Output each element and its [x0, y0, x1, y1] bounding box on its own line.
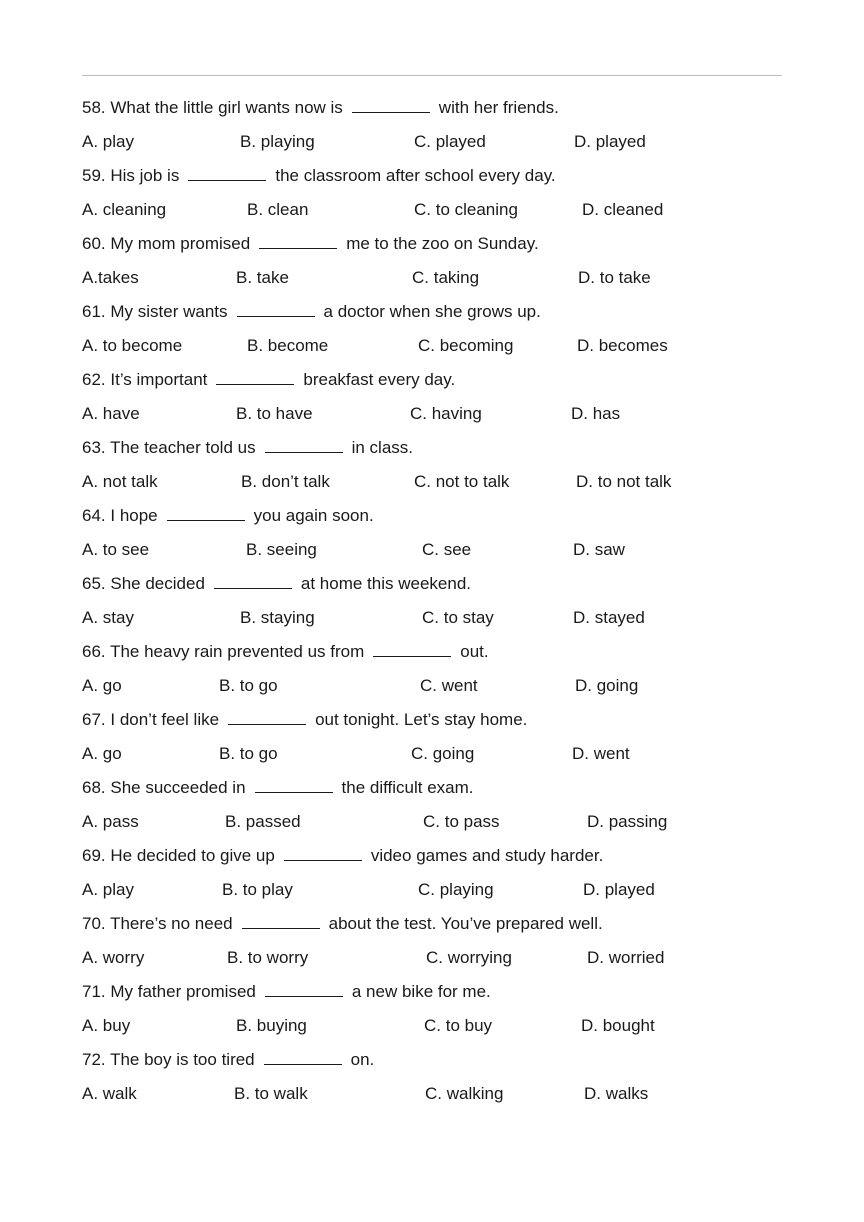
- answer-option-d[interactable]: D. worried: [587, 948, 665, 967]
- question-text-after-blank: out.: [460, 642, 489, 661]
- question-text-before-blank: She decided: [110, 574, 205, 593]
- answer-option-a[interactable]: A. stay: [82, 608, 134, 627]
- answer-option-b[interactable]: B. seeing: [246, 540, 317, 559]
- answer-option-c[interactable]: C. playing: [418, 880, 494, 899]
- question-number: 72.: [82, 1050, 106, 1069]
- answer-option-c[interactable]: C. to pass: [423, 812, 500, 831]
- answer-option-d[interactable]: D. saw: [573, 540, 625, 559]
- question-text-before-blank: The teacher told us: [110, 438, 256, 457]
- answer-option-c[interactable]: C. to stay: [422, 608, 494, 627]
- answer-option-c[interactable]: C. not to talk: [414, 472, 510, 491]
- answer-option-d[interactable]: D. becomes: [577, 336, 668, 355]
- question-text-after-blank: at home this weekend.: [300, 574, 472, 593]
- answer-option-a[interactable]: A. not talk: [82, 472, 158, 491]
- question-number: 59.: [82, 166, 106, 185]
- question-text-after-blank: a doctor when she grows up.: [323, 302, 541, 321]
- answer-blank[interactable]: [265, 980, 343, 997]
- question-text-before-blank: His job is: [110, 166, 180, 185]
- answer-option-b[interactable]: B. take: [236, 268, 289, 287]
- question-text-after-blank: a new bike for me.: [351, 982, 491, 1001]
- answer-blank[interactable]: [214, 572, 292, 589]
- answer-option-c[interactable]: C. to cleaning: [414, 200, 518, 219]
- answer-options-row: [82, 606, 782, 640]
- answer-option-a[interactable]: A. to see: [82, 540, 150, 559]
- question-text-after-blank: the difficult exam.: [341, 778, 474, 797]
- answer-option-d[interactable]: D. stayed: [573, 608, 645, 627]
- answer-option-d[interactable]: D. to take: [578, 268, 651, 287]
- question-number: 60.: [82, 234, 106, 253]
- question-text-after-blank: me to the zoo on Sunday.: [346, 234, 539, 253]
- question-text-before-blank: He decided to give up: [110, 846, 275, 865]
- question-stem: [82, 980, 782, 1014]
- answer-options-row: [82, 810, 782, 844]
- question-stem: [82, 1048, 782, 1082]
- answer-option-d[interactable]: D. passing: [587, 812, 668, 831]
- question-number: 61.: [82, 302, 106, 321]
- question-stem: [82, 776, 782, 810]
- question-text-before-blank: I hope: [110, 506, 158, 525]
- answer-options-row: [82, 266, 782, 300]
- answer-option-b[interactable]: B. buying: [236, 1016, 307, 1035]
- answer-option-a[interactable]: A. pass: [82, 812, 139, 831]
- answer-option-a[interactable]: A. worry: [82, 948, 145, 967]
- question-stem: [82, 164, 782, 198]
- question-number: 67.: [82, 710, 106, 729]
- question-text-before-blank: My mom promised: [110, 234, 251, 253]
- answer-blank[interactable]: [264, 1048, 342, 1065]
- question-number: 68.: [82, 778, 106, 797]
- question-text-before-blank: It’s important: [110, 370, 208, 389]
- question-text-after-blank: out tonight. Let’s stay home.: [315, 710, 528, 729]
- question-text-after-blank: with her friends.: [438, 98, 559, 117]
- answer-option-c[interactable]: C. going: [411, 744, 475, 763]
- answer-blank[interactable]: [188, 164, 266, 181]
- question-text-before-blank: What the little girl wants now is: [110, 98, 343, 117]
- answer-blank[interactable]: [373, 640, 451, 657]
- answer-option-c[interactable]: C. having: [410, 404, 482, 423]
- answer-option-b[interactable]: B. clean: [247, 200, 309, 219]
- answer-options-row: [82, 334, 782, 368]
- answer-option-c[interactable]: C. becoming: [418, 336, 514, 355]
- question-stem: [82, 844, 782, 878]
- answer-option-b[interactable]: B. to walk: [234, 1084, 308, 1103]
- answer-option-c[interactable]: C. see: [422, 540, 472, 559]
- answer-options-row: [82, 402, 782, 436]
- question-stem: [82, 96, 782, 130]
- answer-option-c[interactable]: C. played: [414, 132, 486, 151]
- question-text-before-blank: She succeeded in: [110, 778, 246, 797]
- answer-option-a[interactable]: A. have: [82, 404, 140, 423]
- question-stem: [82, 708, 782, 742]
- answer-option-b[interactable]: B. to have: [236, 404, 313, 423]
- answer-options-row: [82, 538, 782, 572]
- answer-option-d[interactable]: D. has: [571, 404, 621, 423]
- question-stem: [82, 232, 782, 266]
- answer-option-c[interactable]: C. walking: [425, 1084, 504, 1103]
- answer-option-b[interactable]: B. become: [247, 336, 329, 355]
- question-text-after-blank: breakfast every day.: [303, 370, 456, 389]
- answer-option-c[interactable]: C. went: [420, 676, 478, 695]
- answer-option-d[interactable]: D. went: [572, 744, 630, 763]
- answer-option-d[interactable]: D. played: [574, 132, 646, 151]
- answer-option-d[interactable]: D. going: [575, 676, 639, 695]
- answer-option-b[interactable]: B. to worry: [227, 948, 309, 967]
- question-text-before-blank: My sister wants: [110, 302, 228, 321]
- question-number: 64.: [82, 506, 106, 525]
- answer-blank[interactable]: [255, 776, 333, 793]
- answer-option-b[interactable]: B. playing: [240, 132, 315, 151]
- question-number: 63.: [82, 438, 106, 457]
- question-text-before-blank: There’s no need: [110, 914, 233, 933]
- answer-options-row: [82, 742, 782, 776]
- answer-option-a[interactable]: A. go: [82, 676, 122, 695]
- question-stem: [82, 504, 782, 538]
- answer-option-b[interactable]: B. don’t talk: [241, 472, 330, 491]
- answer-options-row: [82, 674, 782, 708]
- question-text-after-blank: on.: [350, 1050, 375, 1069]
- question-number: 66.: [82, 642, 106, 661]
- header-divider: [82, 75, 782, 76]
- answer-option-a[interactable]: A. play: [82, 880, 134, 899]
- answer-blank[interactable]: [216, 368, 294, 385]
- question-stem: [82, 368, 782, 402]
- question-text-after-blank: you again soon.: [253, 506, 374, 525]
- answer-option-d[interactable]: D. played: [583, 880, 655, 899]
- answer-blank[interactable]: [237, 300, 315, 317]
- answer-option-b[interactable]: B. staying: [240, 608, 315, 627]
- question-text-before-blank: My father promised: [110, 982, 256, 1001]
- answer-blank[interactable]: [167, 504, 245, 521]
- question-text-after-blank: video games and study harder.: [370, 846, 604, 865]
- question-text-after-blank: the classroom after school every day.: [275, 166, 556, 185]
- question-number: 62.: [82, 370, 106, 389]
- answer-option-a[interactable]: A. go: [82, 744, 122, 763]
- answer-option-c[interactable]: C. to buy: [424, 1016, 493, 1035]
- answer-option-a[interactable]: A. buy: [82, 1016, 131, 1035]
- answer-options-row: [82, 1014, 782, 1048]
- answer-blank[interactable]: [284, 844, 362, 861]
- question-stem: [82, 640, 782, 674]
- question-stem: [82, 300, 782, 334]
- answer-blank[interactable]: [265, 436, 343, 453]
- question-number: 69.: [82, 846, 106, 865]
- question-text-before-blank: The heavy rain prevented us from: [110, 642, 365, 661]
- answer-options-row: [82, 470, 782, 504]
- answer-option-d[interactable]: D. cleaned: [582, 200, 664, 219]
- question-number: 70.: [82, 914, 106, 933]
- answer-option-b[interactable]: B. to go: [219, 744, 278, 763]
- answer-options-row: [82, 1082, 782, 1116]
- answer-option-b[interactable]: B. to go: [219, 676, 278, 695]
- answer-option-a[interactable]: A. cleaning: [82, 200, 167, 219]
- question-stem: [82, 912, 782, 946]
- question-text-before-blank: I don’t feel like: [110, 710, 220, 729]
- question-number: 65.: [82, 574, 106, 593]
- answer-option-b[interactable]: B. to play: [222, 880, 293, 899]
- answer-option-c[interactable]: C. worrying: [426, 948, 512, 967]
- question-text-after-blank: in class.: [351, 438, 414, 457]
- answer-option-c[interactable]: C. taking: [412, 268, 480, 287]
- answer-options-row: [82, 878, 782, 912]
- answer-option-b[interactable]: B. passed: [225, 812, 301, 831]
- question-text-before-blank: The boy is too tired: [110, 1050, 255, 1069]
- answer-blank[interactable]: [228, 708, 306, 725]
- question-text-after-blank: about the test. You’ve prepared well.: [328, 914, 603, 933]
- answer-option-d[interactable]: D. to not talk: [576, 472, 672, 491]
- answer-option-d[interactable]: D. bought: [581, 1016, 655, 1035]
- answer-options-row: [82, 198, 782, 232]
- answer-blank[interactable]: [242, 912, 320, 929]
- answer-blank[interactable]: [259, 232, 337, 249]
- question-list: [82, 96, 782, 1116]
- answer-options-row: [82, 130, 782, 164]
- question-number: 71.: [82, 982, 106, 1001]
- answer-options-row: [82, 946, 782, 980]
- answer-option-a[interactable]: A. to become: [82, 336, 183, 355]
- question-number: 58.: [82, 98, 106, 117]
- question-stem: [82, 572, 782, 606]
- answer-option-a[interactable]: A.takes: [82, 268, 139, 287]
- answer-blank[interactable]: [352, 96, 430, 113]
- question-stem: [82, 436, 782, 470]
- answer-option-a[interactable]: A. walk: [82, 1084, 137, 1103]
- answer-option-a[interactable]: A. play: [82, 132, 134, 151]
- answer-option-d[interactable]: D. walks: [584, 1084, 649, 1103]
